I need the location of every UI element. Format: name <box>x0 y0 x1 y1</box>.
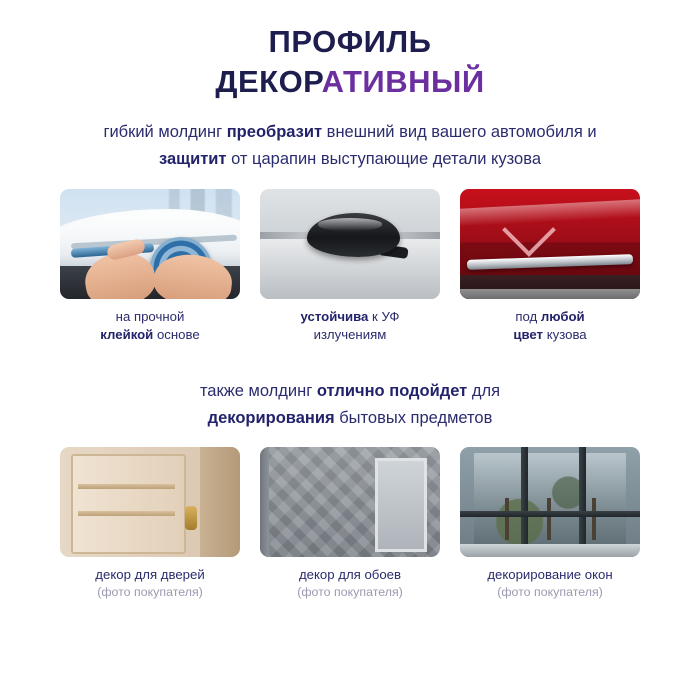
tree-trunk <box>547 498 551 540</box>
card-caption <box>297 566 403 601</box>
door-groove-bottom <box>78 511 175 516</box>
caption-text-1: к УФ <box>368 308 400 324</box>
feature-card-any-color <box>460 189 640 344</box>
caption-bold-2: цвет <box>513 327 544 342</box>
lead-text-1: гибкий молдинг <box>103 123 227 142</box>
mid-bold-1: отлично подойдет <box>316 382 468 401</box>
feature-card-uv-resistant <box>260 189 440 344</box>
title-line-1: ПРОФИЛЬ <box>268 24 432 59</box>
title-line-2 <box>0 62 700 102</box>
caption-bold-1: клейкой <box>100 327 154 342</box>
chrome-molding <box>467 254 633 270</box>
feature-cards-bottom <box>60 447 640 601</box>
card-caption <box>513 308 586 344</box>
mid-text-3: бытовых предметов <box>334 408 493 427</box>
mid-text-2: для <box>467 382 501 401</box>
wall-edge-strip <box>260 447 269 557</box>
caption-subtext: (фото покупателя) <box>497 585 603 600</box>
body-highlight <box>460 199 640 226</box>
caption-text-2: кузова <box>543 327 587 342</box>
wooden-door-photo <box>60 447 240 557</box>
usecase-card-window <box>460 447 640 601</box>
caption-bold-1: устойчива <box>300 308 369 324</box>
card-caption <box>100 308 199 344</box>
caption-text: декорирование окон <box>487 567 613 582</box>
caption-text-1: под <box>515 308 541 324</box>
caption-text: декор для обоев <box>298 567 402 582</box>
lead-bold-1: преобразит <box>226 123 323 142</box>
card-caption <box>95 566 204 601</box>
window-pane <box>474 453 625 552</box>
caption-text-1: на прочной <box>115 308 185 324</box>
page-title <box>0 0 700 101</box>
caption-text-2: излучениям <box>313 327 387 342</box>
lead-paragraph <box>85 119 615 172</box>
tree-trunk <box>505 498 509 540</box>
lead-text-2: внешний вид вашего автомобиля и <box>322 123 597 142</box>
caption-subtext: (фото покупателя) <box>297 585 403 600</box>
feature-cards-top <box>60 189 640 344</box>
caption-subtext: (фото покупателя) <box>97 585 203 600</box>
card-caption <box>487 566 612 601</box>
mid-text-1: также молдинг <box>199 382 317 401</box>
usecase-card-wallpaper <box>260 447 440 601</box>
lead-text-3: от царапин выступающие детали кузова <box>226 150 541 169</box>
door-panel <box>71 454 187 555</box>
window-mullion-vertical <box>521 447 528 557</box>
caption-bold-1: любой <box>540 308 585 324</box>
window-photo <box>460 447 640 557</box>
car-mirror-photo <box>260 189 440 299</box>
wall-frame <box>375 458 428 552</box>
wallpaper-photo <box>260 447 440 557</box>
mirror-highlight <box>318 218 383 230</box>
red-car-side-photo <box>460 189 640 299</box>
feature-card-adhesive <box>60 189 240 344</box>
window-mullion-horizontal <box>460 511 640 517</box>
door-jamb <box>200 447 240 557</box>
lead-bold-2: защитит <box>158 150 227 169</box>
window-sill <box>460 544 640 557</box>
window-mullion-vertical <box>579 447 586 557</box>
ground <box>460 289 640 299</box>
tree-trunk <box>592 498 596 540</box>
door-handle <box>185 506 197 530</box>
mid-bold-2: декорирования <box>207 408 335 427</box>
title-line-2-plain: ДЕКОР <box>215 63 322 99</box>
usecase-card-door <box>60 447 240 601</box>
hand-applying-molding-photo <box>60 189 240 299</box>
title-line-2-accent: АТИВНЫЙ <box>321 63 485 99</box>
secondary-heading <box>70 378 630 431</box>
door-groove-top <box>78 484 175 489</box>
caption-text: декор для дверей <box>95 567 205 582</box>
caption-text-2: основе <box>153 327 200 342</box>
card-caption <box>301 308 400 344</box>
